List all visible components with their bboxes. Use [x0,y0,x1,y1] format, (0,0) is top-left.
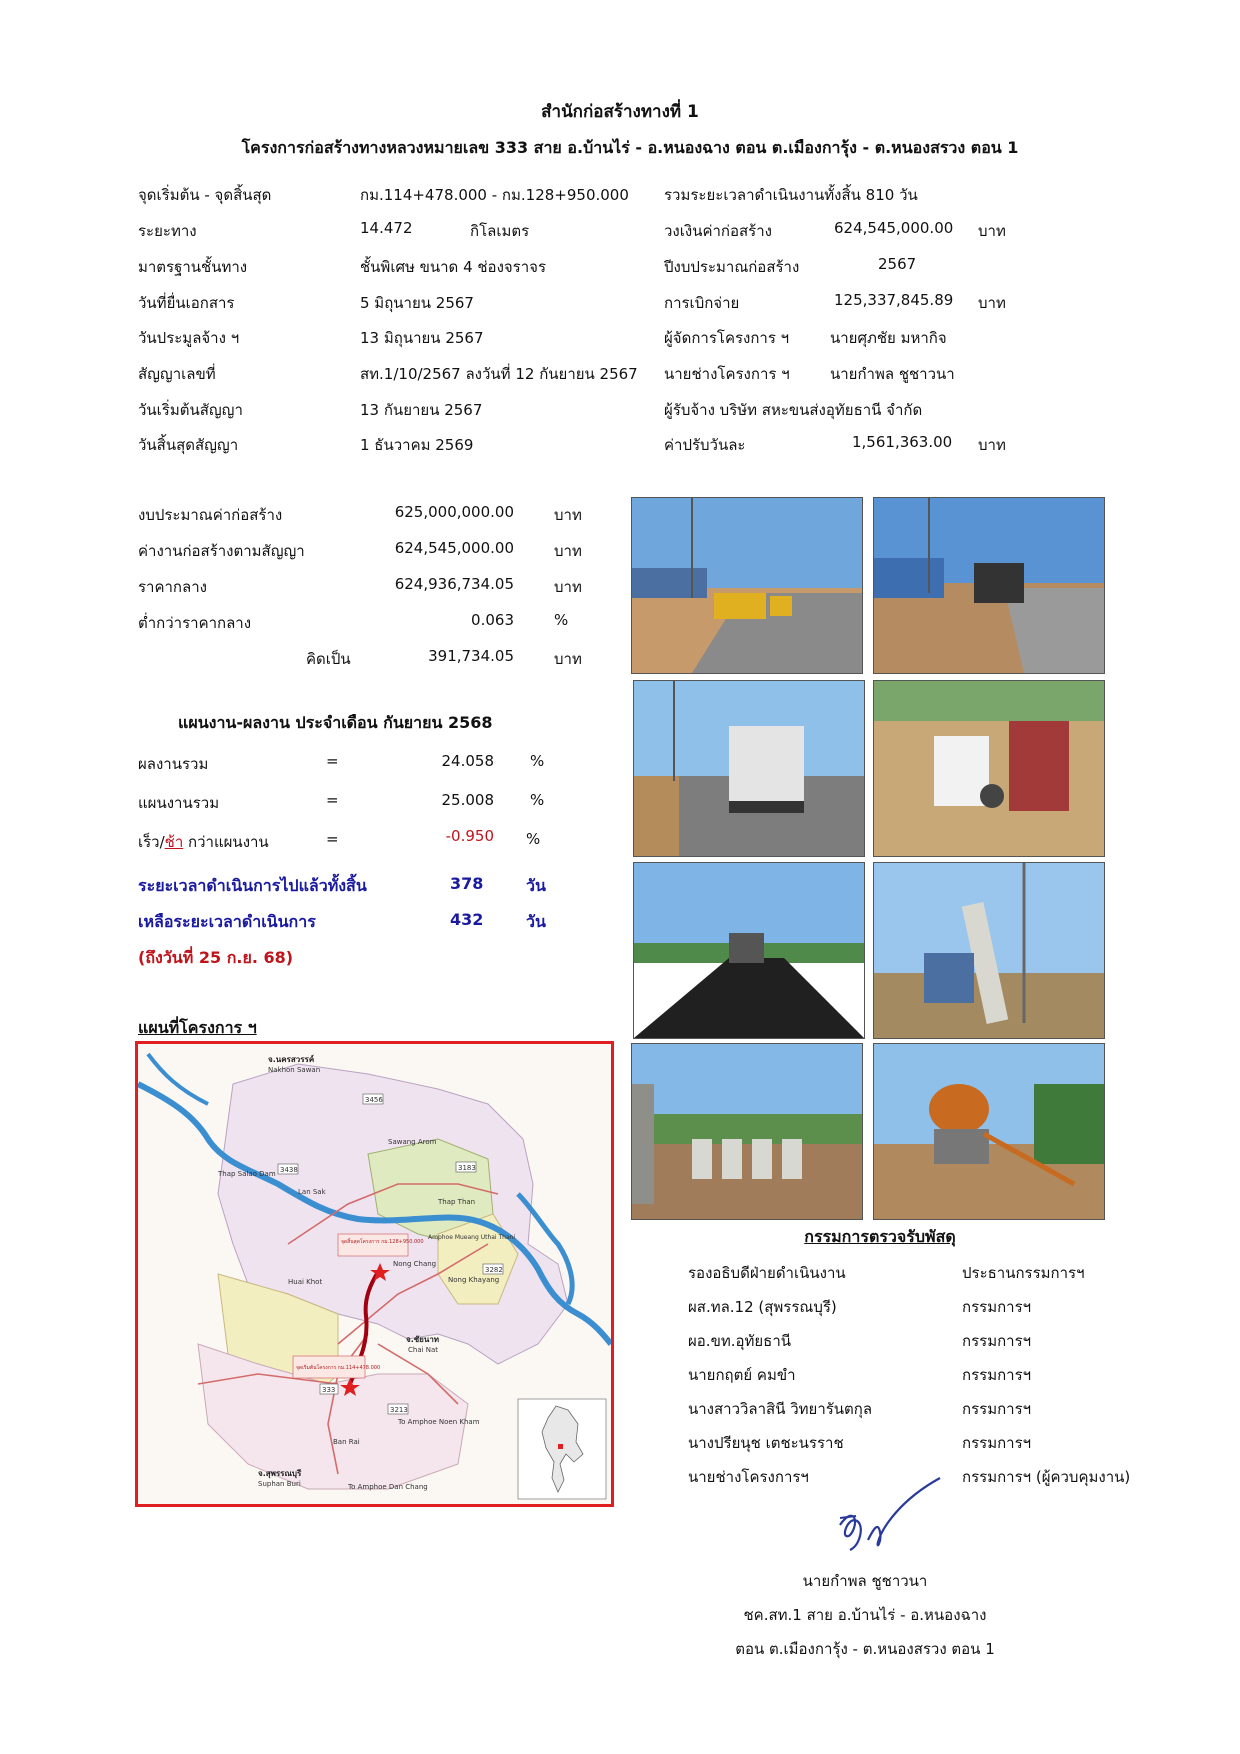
budget-label: งบประมาณค่าก่อสร้าง [138,506,283,524]
label: วันที่ยื่นเอกสาร [138,294,235,312]
map-svg [138,1044,611,1504]
signature-line1: ชค.สท.1 สาย อ.บ้านไร่ - อ.หนองฉาง [743,1606,987,1624]
label: ปีงบประมาณก่อสร้าง [664,258,800,276]
committee-name: นางสาววิลาสินี วิทยารันตกุล [688,1400,873,1418]
remain-unit: วัน [526,912,546,931]
remain-label: เหลือระยะเวลาดำเนินการ [138,912,316,931]
label: วันเริ่มต้นสัญญา [138,401,243,419]
committee-role: ประธานกรรมการฯ [962,1264,1085,1282]
budget-value: 391,734.05 [428,647,514,665]
plan-eq: = [326,791,339,809]
budget-label: ต่ำกว่าราคากลาง [138,614,252,632]
nong-khayang-label: Nong Khayang [448,1276,500,1284]
suphan-en: Suphan Buri [258,1480,301,1488]
plan-eq: = [326,830,339,848]
value: 14.472 [360,219,413,237]
label: นายช่างโครงการ ฯ [664,365,790,383]
remain-value: 432 [450,910,484,929]
nakhon-sawan-en: Nakhon Sawan [268,1066,321,1074]
route-3456: 3456 [365,1096,383,1104]
budget-label: ราคากลาง [138,578,207,596]
photo-grader [631,497,863,674]
value: 1,561,363.00 [852,433,953,451]
plan-label: แผนงานรวม [138,794,220,812]
label: การเบิกจ่าย [664,294,740,312]
map-title: แผนที่โครงการ ฯ [138,1018,257,1037]
end-point-label: จุดสิ้นสุดโครงการ กม.128+950.000 [341,1239,424,1245]
elapsed-unit: วัน [526,876,546,895]
value: ชั้นพิเศษ ขนาด 4 ช่องจราจร [360,258,547,276]
precast-icon [632,1044,862,1219]
photo-water-truck [633,680,865,857]
committee-name: นายช่างโครงการฯ [688,1468,809,1486]
uthai-thani-label: Amphoe Mueang Uthai Thani [428,1234,516,1241]
committee-role: กรรมการฯ [962,1400,1032,1418]
label: วันสิ้นสุดสัญญา [138,436,239,454]
drilling-icon [874,863,1104,1038]
value: กม.114+478.000 - กม.128+950.000 [360,186,629,204]
value: 624,545,000.00 [834,219,954,237]
chai-nat-en: Chai Nat [408,1346,439,1354]
grader-icon [632,498,862,673]
budget-value: 0.063 [471,611,514,629]
plan-label: ผลงานรวม [138,755,209,773]
label: วันประมูลจ้าง ฯ [138,329,240,347]
label: รวมระยะเวลาดำเนินงานทั้งสิ้น 810 วัน [664,186,918,204]
label: สัญญาเลขที่ [138,365,216,383]
committee-title: กรรมการตรวจรับพัสดุ [804,1227,956,1246]
committee-role: กรรมการฯ [962,1332,1032,1350]
value: 125,337,845.89 [834,291,954,309]
huai-khot-label: Huai Khot [288,1278,323,1286]
label: มาตรฐานชั้นทาง [138,258,248,276]
photo-concrete-mixer [873,1043,1105,1220]
committee-name: นางปรียนุช เตชะนรราช [688,1434,844,1452]
label: ค่าปรับวันละ [664,436,746,454]
value: 13 กันยายน 2567 [360,401,483,419]
elapsed-value: 378 [450,874,484,893]
budget-value: 625,000,000.00 [394,503,514,521]
budget-unit: บาท [554,650,582,668]
value: นายกำพล ชูชาวนา [830,365,955,383]
roller-icon [874,498,1104,673]
plan-title: แผนงาน-ผลงาน ประจำเดือน กันยายน 2568 [178,713,493,732]
thap-salao-label: Thap Salao Dam [218,1170,276,1178]
label-post: กว่าแผนงาน [183,833,269,851]
committee-name: รองอธิบดีฝ่ายดำเนินงาน [688,1264,846,1282]
value: 13 มิถุนายน 2567 [360,329,484,347]
thap-than-label: Thap Than [438,1198,476,1206]
signature-scribble [820,1470,980,1565]
committee-role: กรรมการฯ [962,1366,1032,1384]
budget-value: 624,545,000.00 [394,539,514,557]
committee-name: นายกฤตย์ คมขำ [688,1366,796,1384]
value: สท.1/10/2567 ลงวันที่ 12 กันยายน 2567 [360,365,638,383]
nakhon-sawan-th: จ.นครสวรรค์ [268,1055,315,1064]
label: ผู้จัดการโครงการ ฯ [664,329,790,347]
plan-value: -0.950 [445,827,494,845]
plan-unit: % [526,830,541,848]
label: วงเงินค่าก่อสร้าง [664,222,772,240]
route-3438: 3438 [280,1166,298,1174]
label-pre: เร็ว/ [138,833,165,851]
plan-label-speed [138,830,269,854]
sawang-arom-label: Sawang Arom [388,1138,437,1146]
plan-unit: % [530,791,545,809]
label: จุดเริ่มต้น - จุดสิ้นสุด [138,186,272,204]
plan-value: 24.058 [441,752,494,770]
to-dan-chang-label: To Amphoe Dan Chang [348,1483,428,1491]
soil-test-icon [874,681,1104,856]
budget-unit: บาท [554,506,582,524]
suphan-th: จ.สุพรรณบุรี [258,1469,302,1478]
value: 2567 [878,255,917,273]
label-ul: ช้า [164,833,184,851]
unit: บาท [978,294,1006,312]
value: 5 มิถุนายน 2567 [360,294,474,312]
nong-chang-label: Nong Chang [393,1260,437,1268]
budget-unit: % [554,611,569,629]
plan-value: 25.008 [441,791,494,809]
committee-name: ผส.ทล.12 (สุพรรณบุรี) [688,1298,837,1316]
photo-soil-test [873,680,1105,857]
value: 1 ธันวาคม 2569 [360,436,474,454]
photo-drilling [873,862,1105,1039]
committee-role: กรรมการฯ [962,1298,1032,1316]
water-truck-icon [634,681,864,856]
signature-name: นายกำพล ชูชาวนา [802,1572,928,1590]
lan-sak-label: Lan Sak [298,1188,326,1196]
route-3213: 3213 [390,1406,408,1414]
unit: บาท [978,436,1006,454]
label: ผู้รับจ้าง บริษัท สหะขนส่งอุทัยธานี จำกัด [664,401,923,419]
start-point-label: จุดเริ่มต้นโครงการ กม.114+478.000 [296,1365,381,1371]
photo-precast [631,1043,863,1220]
route-333: 333 [322,1386,336,1394]
committee-role: กรรมการฯ [962,1434,1032,1452]
photo-paving [633,862,865,1039]
photo-roller [873,497,1105,674]
asof-text: (ถึงวันที่ 25 ก.ย. 68) [138,948,294,967]
route-3282: 3282 [485,1266,503,1274]
to-noen-kham-label: To Amphoe Noen Kham [398,1418,480,1426]
budget-unit: บาท [554,542,582,560]
concrete-mixer-icon [874,1044,1104,1219]
label: ระยะทาง [138,222,197,240]
budget-value: 624,936,734.05 [394,575,514,593]
budget-label: ค่างานก่อสร้างตามสัญญา [138,542,305,560]
project-map [135,1041,614,1507]
plan-eq: = [326,752,339,770]
project-title: โครงการก่อสร้างทางหลวงหมายเลข 333 สาย อ.บ้านไร่ - อ.หนองฉาง ตอน ต.เมืองการุ้ง - ต.หนองสรวง ตอน 1 [241,138,1019,157]
paving-icon [634,863,864,1038]
value: นายศุภชัย มหากิจ [830,329,947,347]
unit: กิโลเมตร [470,222,530,240]
office-title: สำนักก่อสร้างทางที่ 1 [541,102,699,122]
budget-unit: บาท [554,578,582,596]
chai-nat-th: จ.ชัยนาท [406,1335,440,1344]
unit: บาท [978,222,1006,240]
route-3183: 3183 [458,1164,476,1172]
committee-name: ผอ.ขท.อุทัยธานี [688,1332,791,1350]
elapsed-label: ระยะเวลาดำเนินการไปแล้วทั้งสิ้น [138,876,367,895]
committee-role: กรรมการฯ (ผู้ควบคุมงาน) [962,1468,1131,1486]
plan-unit: % [530,752,545,770]
ban-rai-label: Ban Rai [333,1438,360,1446]
budget-label: คิดเป็น [306,650,351,668]
signature-line2: ตอน ต.เมืองการุ้ง - ต.หนองสรวง ตอน 1 [735,1640,995,1658]
